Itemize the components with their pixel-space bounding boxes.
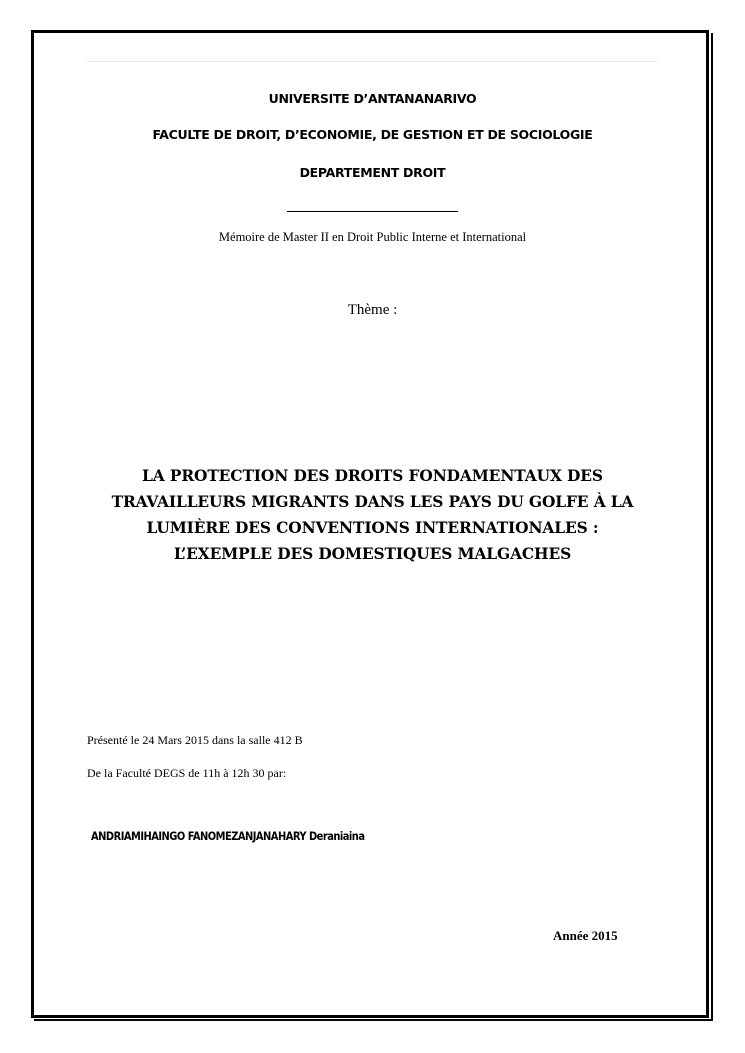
faculty-name: FACULTE DE DROIT, D’ECONOMIE, DE GESTION ET DE SOCIOLOGIE (152, 127, 593, 142)
department-name: DEPARTEMENT DROIT (299, 165, 446, 180)
author-name: ANDRIAMIHAINGO FANOMEZANJANAHARY Deraniaina (91, 829, 365, 843)
thesis-title-line-3: LUMIÈRE DES CONVENTIONS INTERNATIONALES : (146, 519, 599, 537)
presentation-date: Présenté le 24 Mars 2015 dans la salle 412 B (87, 733, 303, 747)
page-border-shadow-right (711, 33, 713, 1021)
university-name: UNIVERSITE D’ANTANANARIVO (268, 91, 477, 106)
page-border-shadow-bottom (34, 1019, 713, 1021)
top-rule (86, 61, 658, 62)
thesis-title-line-4: L’EXEMPLE DES DOMESTIQUES MALGACHES (173, 545, 572, 563)
theme-label: Thème : (347, 302, 398, 318)
thesis-title-line-2: TRAVAILLEURS MIGRANTS DANS LES PAYS DU GOLFE À LA (111, 493, 634, 511)
thesis-title (60, 463, 685, 567)
year-label: Année 2015 (553, 928, 618, 943)
separator-line (287, 211, 458, 212)
thesis-title-line-1: LA PROTECTION DES DROITS FONDAMENTAUX DES (142, 467, 603, 485)
presentation-faculty-time: De la Faculté DEGS de 11h à 12h 30 par: (87, 766, 287, 780)
memoire-subtitle: Mémoire de Master II en Droit Public Interne et International (218, 230, 527, 244)
